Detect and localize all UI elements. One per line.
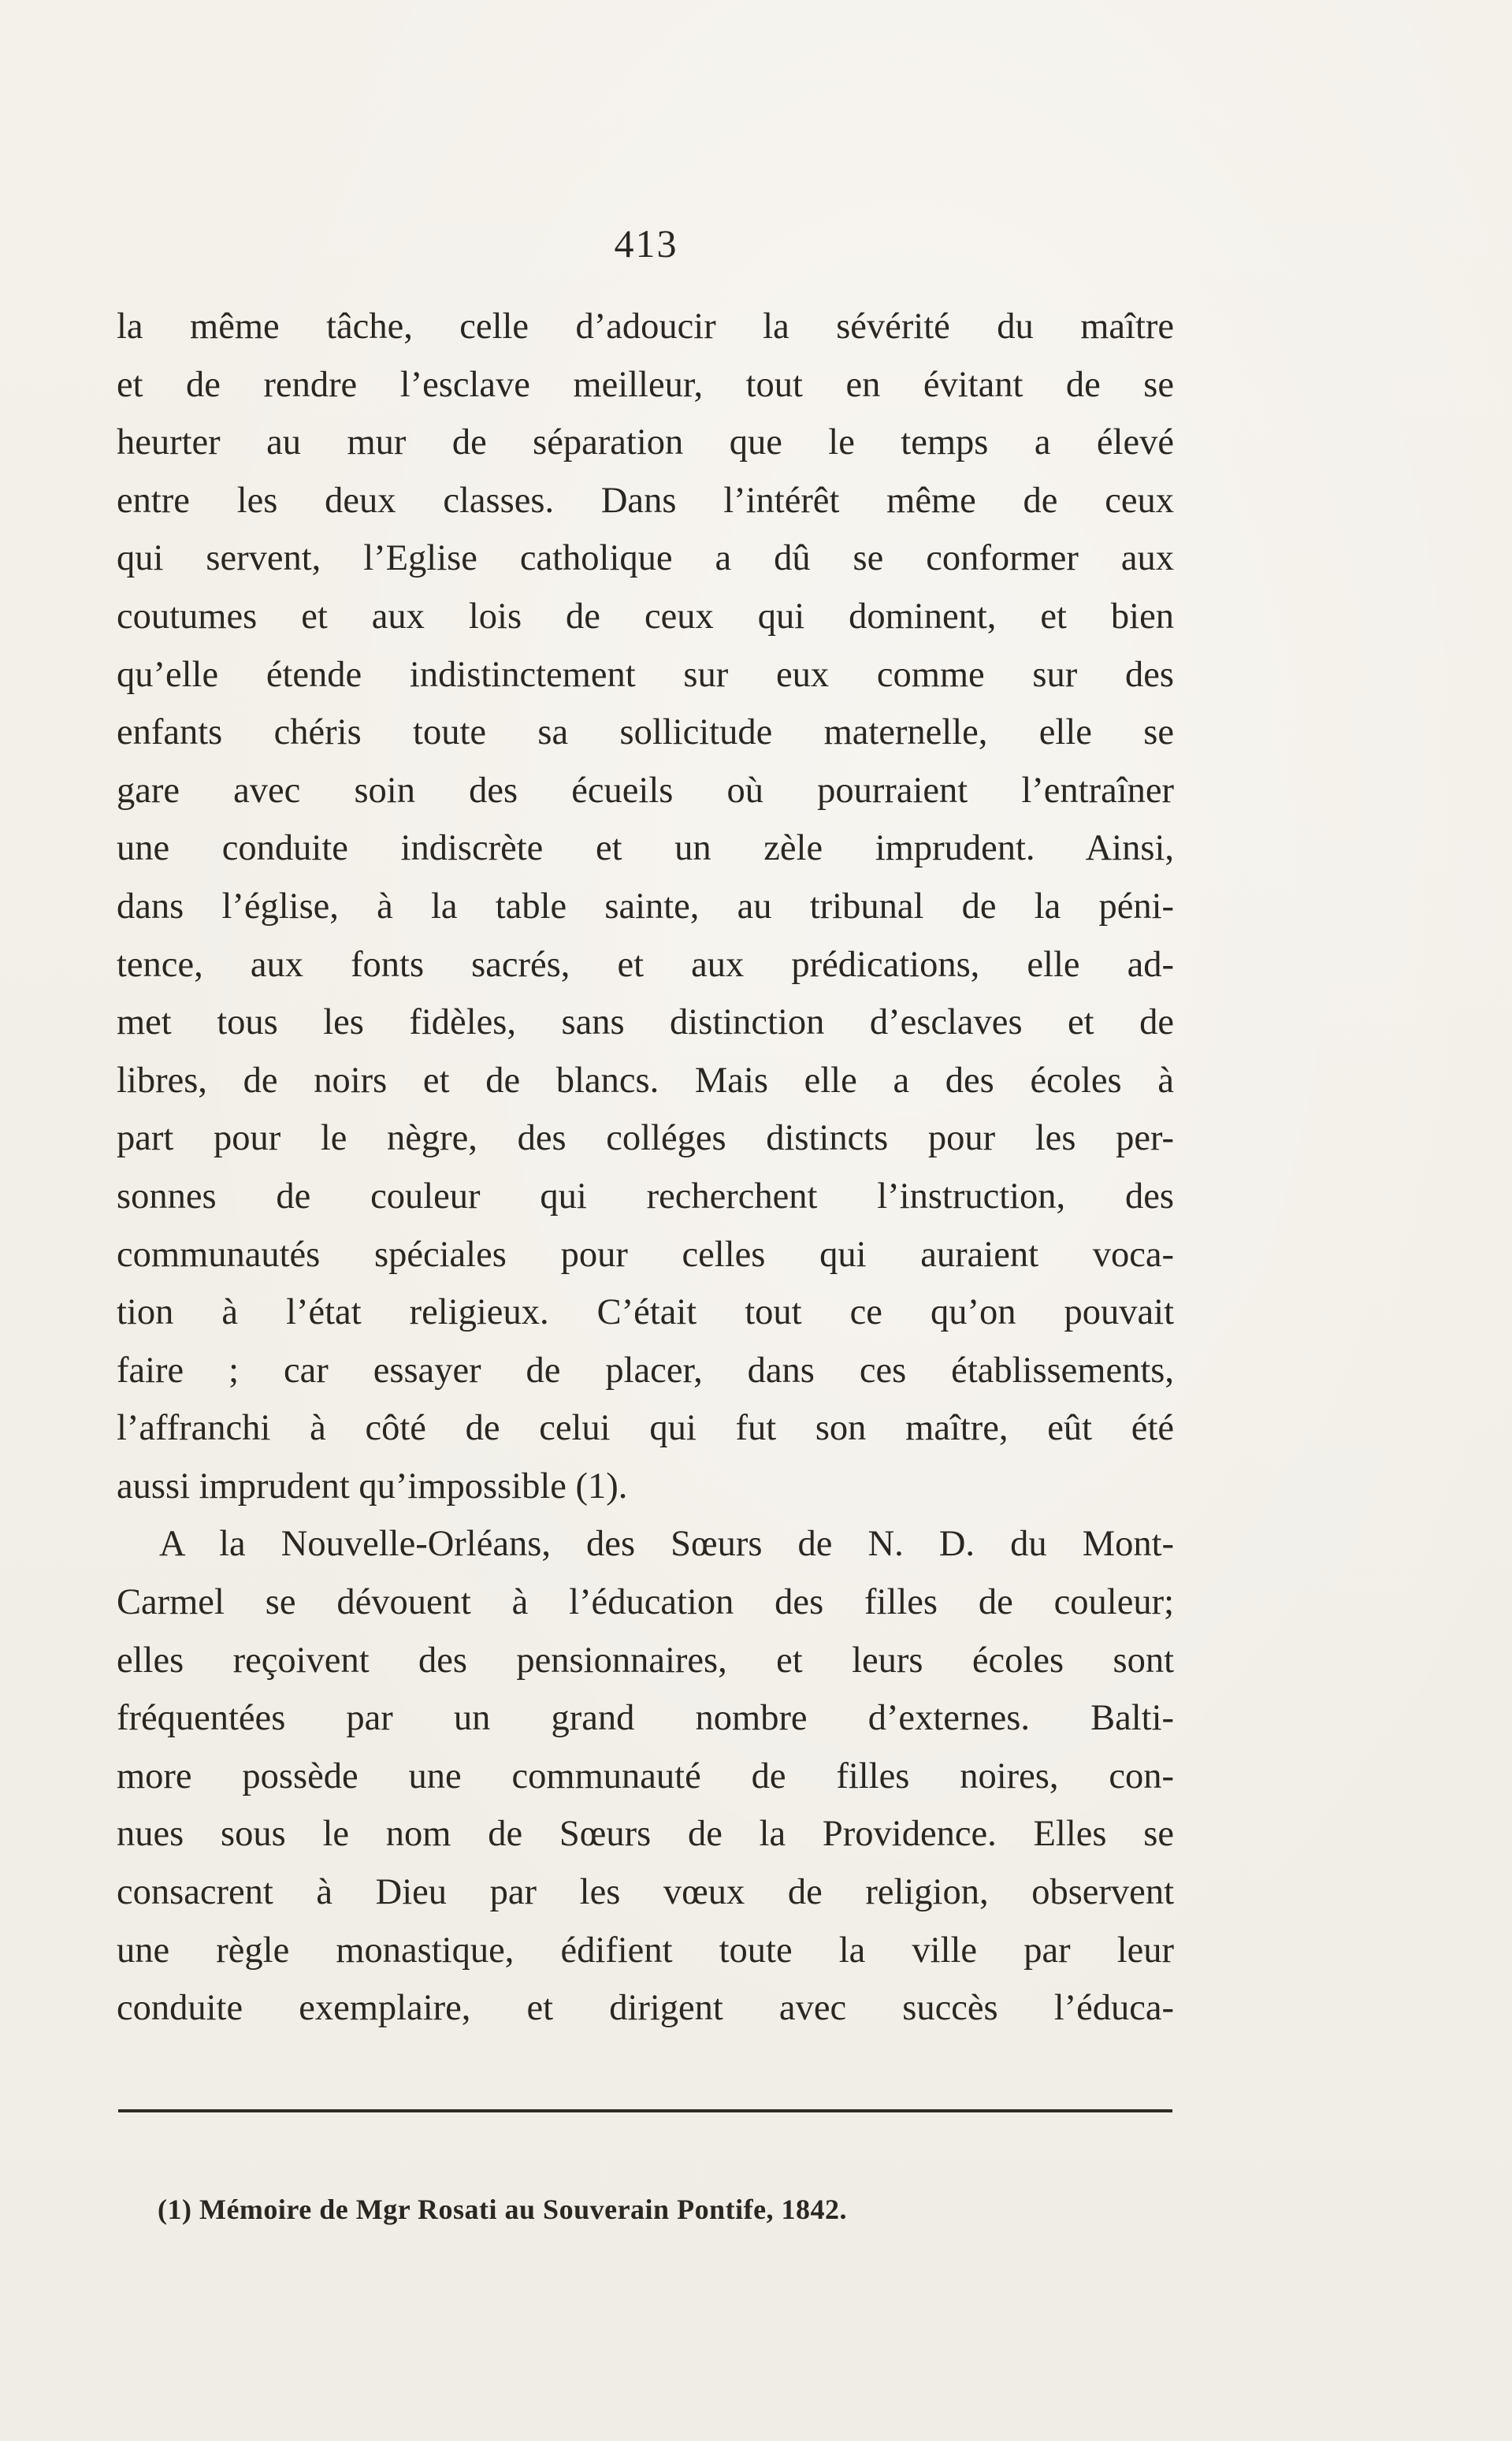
text-line: qui servent, l’Eglise catholique a dû se conformer aux: [117, 538, 1174, 579]
text-line: la même tâche, celle d’adoucir la sévérité du maître: [117, 307, 1174, 347]
text-line: conduite exemplaire, et dirigent avec succès l’éduca-: [117, 1988, 1174, 2029]
text-line: libres, de noirs et de blancs. Mais elle a des écoles à: [117, 1060, 1174, 1101]
text-line: dans l’église, à la table sainte, au tribunal de la péni-: [117, 886, 1174, 927]
text-line: consacrent à Dieu par les vœux de religion, observent: [117, 1872, 1174, 1913]
paragraph-start-line: A la Nouvelle-Orléans, des Sœurs de N. D. du Mont-: [159, 1524, 1174, 1565]
text-line: fréquentées par un grand nombre d’externes. Balti-: [117, 1698, 1174, 1739]
text-line: gare avec soin des écueils où pourraient l’entraîner: [117, 770, 1174, 811]
page-number: 413: [614, 221, 678, 266]
text-line: part pour le nègre, des colléges distincts pour les per-: [117, 1118, 1174, 1159]
text-line: qu’elle étende indistinctement sur eux comme sur des: [117, 654, 1174, 695]
text-line: met tous les fidèles, sans distinction d’esclaves et de: [117, 1002, 1174, 1043]
text-line: tence, aux fonts sacrés, et aux prédications, elle ad-: [117, 944, 1174, 985]
footnote-separator-rule: [118, 2109, 1172, 2112]
paragraph-end-line: aussi imprudent qu’impossible (1).: [117, 1466, 628, 1507]
text-line: communautés spéciales pour celles qui auraient voca-: [117, 1234, 1174, 1275]
text-line: et de rendre l’esclave meilleur, tout en évitant de se: [117, 364, 1174, 405]
body-text: [117, 298, 1174, 2038]
text-line: more possède une communauté de filles noires, con-: [117, 1756, 1174, 1796]
text-line: sonnes de couleur qui recherchent l’instruction, des: [117, 1176, 1174, 1217]
text-line: faire ; car essayer de placer, dans ces établissements,: [117, 1350, 1174, 1391]
text-line: Carmel se dévouent à l’éducation des filles de couleur;: [117, 1582, 1174, 1623]
text-line: l’affranchi à côté de celui qui fut son maître, eût été: [117, 1408, 1174, 1449]
text-line: elles reçoivent des pensionnaires, et leurs écoles sont: [117, 1640, 1174, 1681]
footnote: (1) Mémoire de Mgr Rosati au Souverain Pontife, 1842.: [158, 2194, 848, 2225]
text-line: nues sous le nom de Sœurs de la Providence. Elles se: [117, 1814, 1174, 1855]
text-line: une conduite indiscrète et un zèle imprudent. Ainsi,: [117, 828, 1174, 869]
text-line: heurter au mur de séparation que le temps a élevé: [117, 422, 1174, 463]
text-line: entre les deux classes. Dans l’intérêt même de ceux: [117, 480, 1174, 521]
text-line: une règle monastique, édifient toute la ville par leur: [117, 1930, 1174, 1971]
text-line: coutumes et aux lois de ceux qui dominent, et bien: [117, 596, 1174, 637]
text-line: tion à l’état religieux. C’était tout ce qu’on pouvait: [117, 1292, 1174, 1333]
text-line: enfants chéris toute sa sollicitude maternelle, elle se: [117, 712, 1174, 753]
